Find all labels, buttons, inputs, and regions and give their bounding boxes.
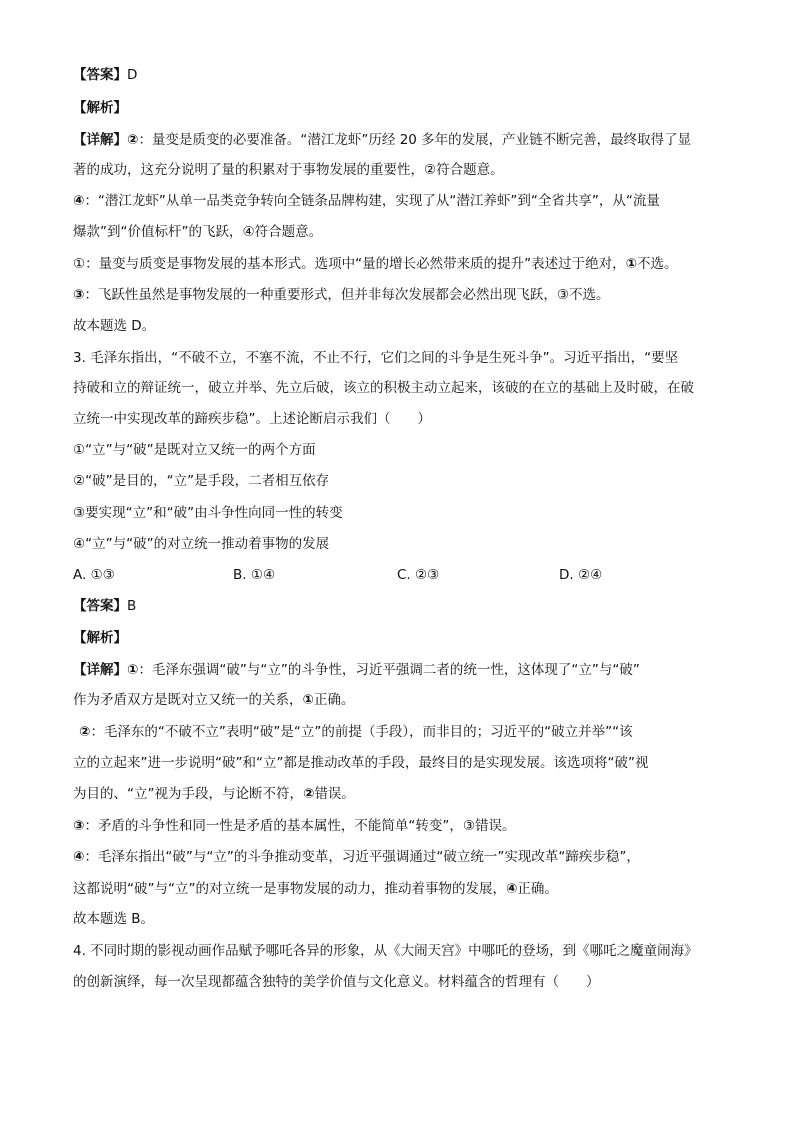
- q2-detail-line-3: ④：“潜江龙虾”从单一品类竞争转向全链条品牌构建，实现了从“潜江养虾”到“全省共享”，从“流量: [73, 193, 660, 209]
- q2-detail-line-4: 爆款”到“价值标杆”的飞跃，④符合题意。: [73, 224, 323, 240]
- q2-detail-line-6: ③：飞跃性虽然是事物发展的一种重要形式，但并非每次发展都会必然出现飞跃，③不选。: [73, 287, 610, 303]
- q2-detail-line-1: 【详解】②：量变是质变的必要准备。“潜江龙虾”历经 20 多年的发展，产业链不断完善，最终取得了显: [73, 132, 692, 148]
- q2-analysis-label: 【解析】: [73, 100, 127, 116]
- q3-stem-line-3: 立统一中实现改革的蹄疾步稳”。上述论断启示我们（ ）: [73, 411, 431, 427]
- q3-option-a: A. ①③: [73, 567, 115, 583]
- q3-detail-line-4: 立的立起来”进一步说明“破”和“立”都是推动改革的手段，最终目的是实现发展。该选项将“破”视: [73, 755, 649, 771]
- q2-detail-line-2: 著的成功，这充分说明了量的积累对于事物发展的重要性，②符合题意。: [73, 162, 504, 178]
- q3-detail-line-6: ③：矛盾的斗争性和同一性是矛盾的基本属性，不能简单“转变”，③错误。: [73, 818, 516, 834]
- q3-stem-line-1: 3. 毛泽东指出，“不破不立，不塞不流，不止不行，它们之间的斗争是生死斗争”。习近平指出，“要坚: [73, 350, 679, 366]
- q3-item-4: ④“立”与“破”的对立统一推动着事物的发展: [73, 536, 330, 552]
- q3-item-2: ②“破”是目的，“立”是手段，二者相互依存: [73, 473, 330, 489]
- q3-detail-line-5: 为目的、“立”视为手段，与论断不符，②错误。: [73, 786, 355, 802]
- q3-stem-line-2: 持破和立的辩证统一，破立并举、先立后破，该立的积极主动立起来，该破的在立的基础上及时破，在破: [73, 380, 694, 396]
- q3-conclusion: 故本题选 B。: [73, 911, 155, 927]
- q4-stem-line-1: 4. 不同时期的影视动画作品赋予哪吒各异的形象，从《大闹天宫》中哪吒的登场，到《哪吒之魔童闹海》: [73, 943, 698, 959]
- q2-detail-line-5: ①：量变与质变是事物发展的基本形式。选项中“量的增长必然带来质的提升”表述过于绝对，①不选。: [73, 256, 678, 272]
- q3-detail-line-7: ④：毛泽东指出“破”与“立”的斗争推动变革，习近平强调通过“破立统一”实现改革“蹄疾步稳”，: [73, 849, 640, 865]
- q3-detail-line-3: ②：毛泽东的“不破不立”表明“破”是“立”的前提（手段），而非目的；习近平的“破立并举”“该: [79, 724, 633, 740]
- q3-analysis-label: 【解析】: [73, 630, 127, 646]
- q3-detail-line-8: 这都说明“破”与“立”的对立统一是事物发展的动力，推动着事物的发展，④正确。: [73, 881, 558, 897]
- q3-option-d: D. ②④: [559, 567, 603, 583]
- q3-option-b: B. ①④: [233, 567, 276, 583]
- q3-detail-line-1: 【详解】①：毛泽东强调“破”与“立”的斗争性，习近平强调二者的统一性，这体现了“立”与“破”: [73, 662, 640, 678]
- q2-answer: 【答案】D: [73, 67, 138, 83]
- q3-detail-line-2: 作为矛盾双方是既对立又统一的关系，①正确。: [73, 692, 355, 708]
- q3-item-3: ③要实现“立”和“破”由斗争性向同一性的转变: [73, 505, 343, 521]
- q3-item-1: ①“立”与“破”是既对立又统一的两个方面: [73, 442, 316, 458]
- q3-answer: 【答案】B: [73, 598, 137, 614]
- q2-conclusion: 故本题选 D。: [73, 318, 156, 334]
- q3-option-c: C. ②③: [397, 567, 440, 583]
- q4-stem-line-2: 的创新演绎，每一次呈现都蕴含独特的美学价值与文化意义。材料蕴含的哲理有（ ）: [73, 974, 600, 990]
